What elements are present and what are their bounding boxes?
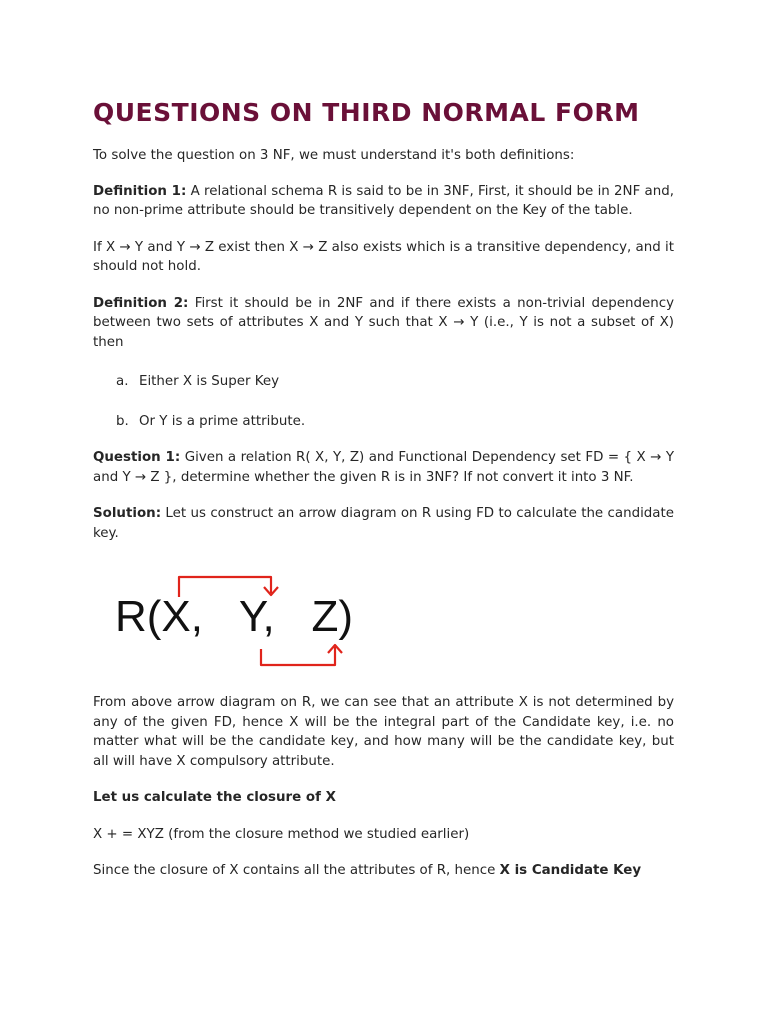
list-item-text: Or Y is a prime attribute. (139, 413, 306, 429)
definition-2-text: First it should be in 2NF and if there exists a non-trivial dependency between two sets of attributes X and Y such that X → Y (i.e., Y is not a subset of X) then (93, 295, 674, 350)
relation-text: R(X, Y, Z) (115, 592, 353, 641)
definition-2-label: Definition 2: (93, 295, 189, 311)
conclusion-bold: X is Candidate Key (499, 863, 642, 878)
observation-paragraph: From above arrow diagram on R, we can see that an attribute X is not determined by any of the given FD, hence X will be the integral part of the Candidate key, i.e. no matter what will be the candidate key, and how many will be the candidate key, but all will have X compulsory attribute. (93, 695, 674, 769)
solution-text: Let us construct an arrow diagram on R using FD to calculate the candidate key. (93, 506, 674, 541)
definition-2-paragraph (93, 294, 674, 353)
list-item (93, 412, 674, 432)
solution-paragraph (93, 504, 674, 543)
question-1-text: Given a relation R( X, Y, Z) and Functional Dependency set FD = { X → Y and Y → Z }, determine whether the given R is in 3NF? If not convert it into 3 NF. (93, 450, 674, 485)
solution-label: Solution: (93, 506, 162, 521)
arrow-diagram-svg (93, 565, 393, 675)
question-1-label: Question 1: (93, 450, 181, 465)
arrow-y-to-z (261, 645, 342, 665)
arrow-diagram (93, 565, 674, 675)
definition-1-label: Definition 1: (93, 183, 187, 199)
list-marker: b. (116, 413, 129, 429)
list-item (93, 372, 674, 392)
list-item-text: Either X is Super Key (139, 374, 280, 389)
definition-1-text: A relational schema R is said to be in 3NF, First, it should be in 2NF and, no non-prime attribute should be transitively dependent on the Key of the table. (93, 183, 674, 218)
list-marker: a. (116, 374, 129, 389)
document-content (93, 95, 674, 881)
conclusion-text: Since the closure of X contains all the attributes of R, hence (93, 863, 500, 878)
conclusion-paragraph (93, 861, 674, 881)
transitive-note-paragraph: If X → Y and Y → Z exist then X → Z also exists which is a transitive dependency, and it should not hold. (93, 239, 674, 274)
definition-1-paragraph (93, 182, 674, 221)
page-title: QUESTIONS ON THIRD NORMAL FORM (93, 98, 640, 127)
closure-line: X + = XYZ (from the closure method we studied earlier) (93, 826, 470, 842)
question-1-paragraph (93, 448, 674, 487)
closure-heading: Let us calculate the closure of X (93, 790, 336, 805)
intro-paragraph: To solve the question on 3 NF, we must understand it's both definitions: (93, 148, 575, 163)
